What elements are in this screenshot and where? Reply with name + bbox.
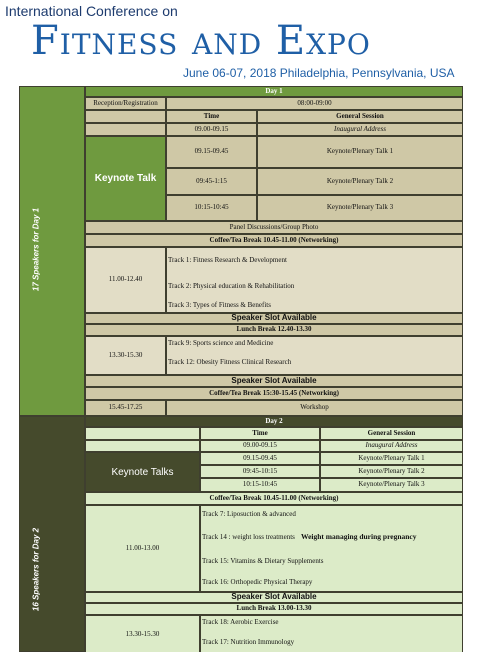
day1-track12: Track 12: Obesity Fitness Clinical Research	[168, 358, 292, 366]
day2-keynote3-label: Keynote/Plenary Talk 3	[320, 478, 463, 492]
day1-keynote2-label: Keynote/Plenary Talk 2	[257, 168, 463, 195]
day2-track16: Track 16: Orthopedic Physical Therapy	[202, 578, 313, 586]
day2-inaugural-label: Inaugural Address	[320, 440, 463, 452]
day2-session2-time: 13.30-15.30	[85, 615, 200, 652]
day1-workshop-label: Workshop	[166, 400, 463, 416]
day1-workshop-time: 15.45-17.25	[85, 400, 166, 416]
day1-title: Day 1	[85, 86, 463, 97]
day2-track15: Track 15: Vitamins & Dietary Supplements	[202, 557, 324, 565]
conference-title: Fitness and Expo	[31, 18, 371, 64]
day1-coffee-break-2: Coffee/Tea Break 15:30-15.45 (Networking)	[85, 387, 463, 400]
conference-date-location: June 06-07, 2018 Philadelphia, Pennsylvania, USA	[183, 66, 455, 80]
day2-speaker-slot: Speaker Slot Available	[85, 592, 463, 603]
schedule-table	[19, 86, 463, 652]
conference-subtitle: International Conference on	[5, 3, 178, 19]
day1-keynote3-time: 10:15-10:45	[166, 195, 257, 221]
day1-lunch-break: Lunch Break 12.40-13.30	[85, 324, 463, 336]
day1-coffee-break: Coffee/Tea Break 10.45-11.00 (Networking)	[85, 234, 463, 247]
day1-track9: Track 9: Sports science and Medicine	[168, 339, 274, 347]
day1-speaker-slot-2: Speaker Slot Available	[85, 375, 463, 387]
day1-inaugural-time: 09.00-09.15	[166, 123, 257, 136]
day2-coffee-break: Coffee/Tea Break 10.45-11.00 (Networking)	[85, 492, 463, 505]
day1-keynote3-label: Keynote/Plenary Talk 3	[257, 195, 463, 221]
day2-track17: Track 17: Nutrition Immunology	[202, 638, 295, 646]
day2-session1-time: 11.00-13.00	[85, 505, 200, 592]
day2-inaugural-time: 09.00-09.15	[200, 440, 320, 452]
day1-track1: Track 1: Fitness Research & Development	[168, 256, 287, 264]
day2-blank-cell	[85, 427, 200, 440]
day1-time-header: Time	[166, 110, 257, 123]
day2-track7: Track 7: Liposuction & advanced	[202, 510, 296, 518]
day1-registration-label: Reception/Registration	[85, 97, 166, 110]
day2-keynote3-time: 10:15-10:45	[200, 478, 320, 492]
day2-keynote1-label: Keynote/Plenary Talk 1	[320, 452, 463, 465]
day1-keynote1-time: 09.15-09.45	[166, 136, 257, 168]
day2-title: Day 2	[85, 416, 463, 427]
day1-blank-cell	[85, 110, 166, 123]
day2-keynote-label: Keynote Talks	[85, 452, 200, 492]
day2-side-bar	[19, 416, 85, 652]
day2-track14: Track 14 : weight loss treatments	[202, 533, 295, 541]
day1-panel: Panel Discussions/Group Photo	[85, 221, 463, 234]
day2-side-label: 16 Speakers for Day 2	[31, 527, 41, 612]
day1-session-header: General Session	[257, 110, 463, 123]
day2-keynote1-time: 09.15-09.45	[200, 452, 320, 465]
day2-track14-topic: Weight managing during pregnancy	[301, 532, 417, 541]
day1-track3: Track 3: Types of Fitness & Benefits	[168, 301, 271, 309]
day1-keynote2-time: 09:45-1:15	[166, 168, 257, 195]
day1-side-bar	[19, 86, 85, 416]
day2-keynote2-time: 09:45-10:15	[200, 465, 320, 478]
day1-keynote-label: Keynote Talk	[85, 136, 166, 221]
day1-session1-time: 11.00-12.40	[85, 247, 166, 313]
day2-keynote2-label: Keynote/Plenary Talk 2	[320, 465, 463, 478]
day1-speaker-slot-1: Speaker Slot Available	[85, 313, 463, 324]
day1-blank-cell	[85, 123, 166, 136]
day2-blank-cell	[85, 440, 200, 452]
day1-track2: Track 2: Physical education & Rehabilitation	[168, 282, 295, 290]
day2-track18: Track 18: Aerobic Exercise	[202, 618, 279, 626]
day2-session-header: General Session	[320, 427, 463, 440]
day1-inaugural-label: Inaugural Address	[257, 123, 463, 136]
day1-session2-time: 13.30-15.30	[85, 336, 166, 375]
day1-keynote1-label: Keynote/Plenary Talk 1	[257, 136, 463, 168]
day2-time-header: Time	[200, 427, 320, 440]
day2-lunch-break: Lunch Break 13.00-13.30	[85, 603, 463, 615]
day1-side-label: 17 Speakers for Day 1	[31, 207, 41, 292]
day1-registration-time: 08:00-09:00	[166, 97, 463, 110]
